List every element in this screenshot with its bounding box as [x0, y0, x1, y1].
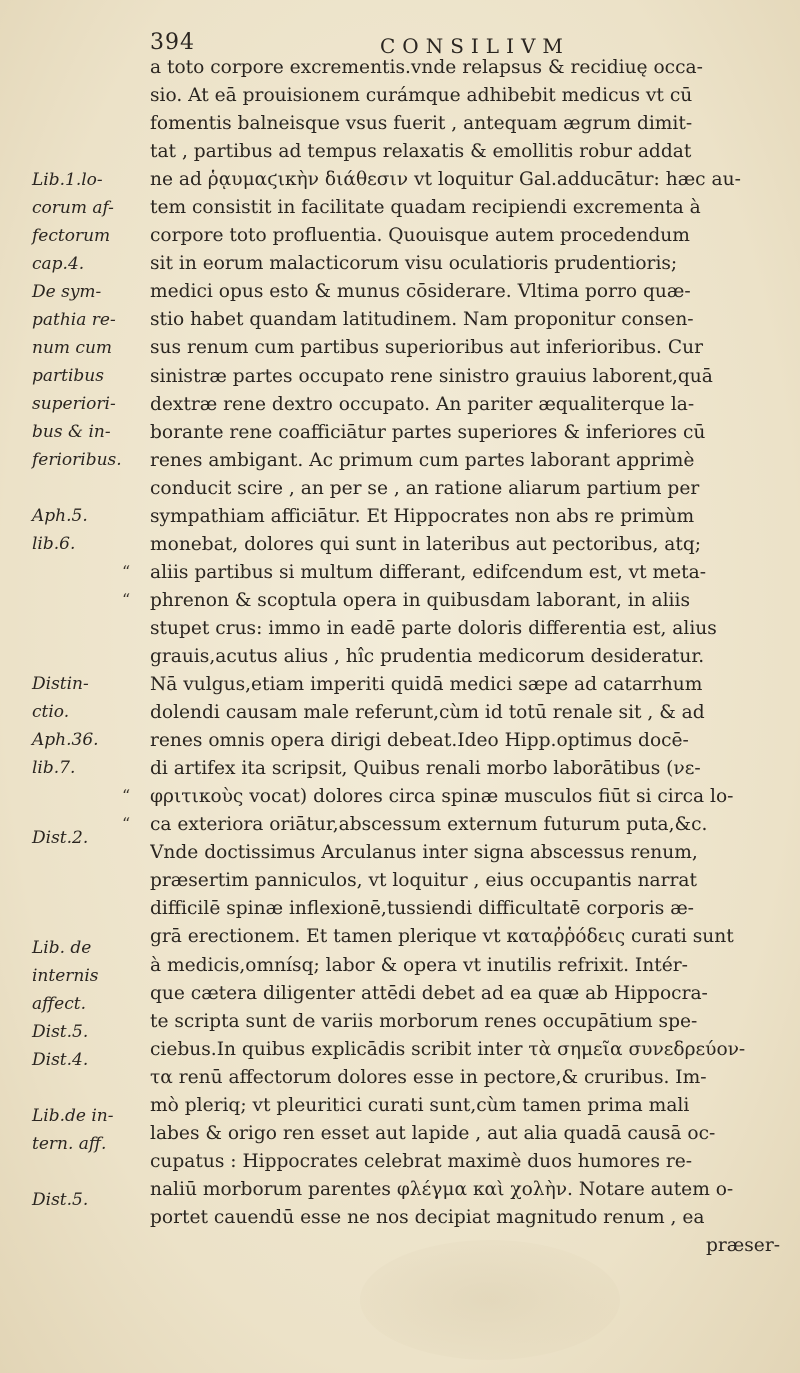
text-line: stio habet quandam latitudinem. Nam proponitur consen- — [150, 309, 694, 331]
margin-note: corum af- — [32, 198, 114, 218]
page-number: 394 — [150, 30, 195, 55]
text-line: labes & origo ren esset aut lapide , aut alia quadā causā oc- — [150, 1122, 716, 1144]
text-line: di artifex ita scripsit, Quibus renali morbo laborātibus (νε- — [150, 758, 701, 780]
margin-note: Distin- — [32, 674, 89, 694]
text-line: tem consistit in facilitate quadam recipiendi excrementa à — [150, 197, 701, 219]
text-line: Vnde doctissimus Arculanus inter signa abscessus renum, — [150, 842, 698, 864]
margin-note: fectorum — [32, 226, 111, 246]
text-line: tat , partibus ad tempus relaxatis & emollitis robur addat — [150, 141, 692, 163]
margin-note: ferioribus. — [32, 450, 122, 470]
text-line: cupatus : Hippocrates celebrat maximè duos humores re- — [150, 1150, 693, 1172]
margin-note: pathia re- — [32, 310, 116, 330]
running-head: CONSILIVM — [380, 34, 570, 58]
margin-note: bus & in- — [32, 422, 111, 442]
text-line: sio. At eā prouisionem curámque adhibebit medicus vt cū — [150, 85, 693, 107]
margin-note: Dist.4. — [32, 1050, 89, 1070]
margin-note: Lib.1.lo- — [32, 170, 103, 190]
margin-note: internis — [32, 966, 99, 986]
margin-note: tern. aff. — [32, 1134, 107, 1154]
text-line: ca exteriora oriātur,abscessum externum futurum puta,&c. — [150, 814, 708, 836]
page-header — [0, 14, 800, 58]
margin-note: lib.7. — [32, 758, 76, 778]
margin-note: Dist.5. — [32, 1022, 89, 1042]
body-text — [150, 54, 790, 1260]
margin-note: Aph.5. — [32, 506, 88, 526]
text-line: sinistræ partes occupato rene sinistro grauius laborent,quā — [150, 365, 713, 387]
text-line: monebat, dolores qui sunt in lateribus aut pectoribus, atq; — [150, 533, 702, 555]
text-line: ciebus.In quibus explicādis scribit inter τὰ σημεῖα συνεδρεύον- — [150, 1038, 746, 1060]
quote-mark: “ — [122, 562, 131, 581]
margin-note: Lib. de — [32, 938, 92, 958]
text-line: grā erectionem. Et tamen plerique vt καταῤῥόδεις curati sunt — [150, 926, 734, 948]
text-line: que cætera diligenter attēdi debet ad ea quæ ab Hippocra- — [150, 982, 708, 1004]
text-line: ne ad ῥᾳυμαϛικὴν διάθεσιν vt loquitur Gal.adducātur: hæc au- — [150, 169, 741, 191]
margin-note: num cum — [32, 338, 113, 358]
text-line: sus renum cum partibus superioribus aut inferioribus. Cur — [150, 337, 703, 359]
text-line: dextræ rene dextro occupato. An pariter æqualiterque la- — [150, 393, 695, 415]
paper-stain — [360, 1240, 620, 1360]
margin-note: Lib.de in- — [32, 1106, 114, 1126]
text-line: φριτικοὺς vocat) dolores circa spinæ musculos fiūt si circa lo- — [150, 786, 734, 808]
text-line: corpore toto profluentia. Quouisque autem procedendum — [150, 225, 690, 247]
text-line: borante rene coafficiātur partes superiores & inferiores cū — [150, 421, 706, 443]
margin-note: cap.4. — [32, 254, 85, 274]
text-line: mò pleriq; vt pleuritici curati sunt,cùm tamen prima mali — [150, 1094, 690, 1116]
margin-note: De sym- — [32, 282, 102, 302]
catchword: præser- — [706, 1234, 780, 1256]
text-line: Nā vulgus,etiam imperiti quidā medici sæpe ad catarrhum — [150, 674, 703, 696]
margin-note: partibus — [32, 366, 104, 386]
text-line: phrenon & scoptula opera in quibusdam laborant, in aliis — [150, 589, 690, 611]
text-line: præsertim panniculos, vt loquitur , eius occupantis narrat — [150, 870, 697, 892]
text-line: grauis,acutus alius , hîc prudentia medicorum desideratur. — [150, 645, 705, 667]
text-line: aliis partibus si multum differant, edifcendum est, vt meta- — [150, 561, 706, 583]
text-line: sympathiam afficiātur. Et Hippocrates non abs re primùm — [150, 505, 695, 527]
text-line: sit in eorum malacticorum visu oculatioris prudentioris; — [150, 253, 678, 275]
text-line: naliū morborum parentes φλέγμα καὶ χολὴν. Notare autem o- — [150, 1178, 734, 1200]
text-line: τα renū affectorum dolores esse in pectore,& cruribus. Im- — [150, 1066, 707, 1088]
text-line: renes omnis opera dirigi debeat.Ideo Hipp.optimus docē- — [150, 730, 689, 752]
margin-note: superiori- — [32, 394, 116, 414]
text-line: difficilē spinæ inflexionē,tussiendi difficultatē corporis æ- — [150, 898, 694, 920]
margin-note: affect. — [32, 994, 86, 1014]
text-line: portet cauendū esse ne nos decipiat magnitudo renum , ea — [150, 1206, 705, 1228]
text-line: à medicis,omnísq; labor & opera vt inutilis refrixit. Intér- — [150, 954, 688, 976]
margin-notes — [0, 54, 148, 1354]
text-line: dolendi causam male referunt,cùm id totū renale sit , & ad — [150, 702, 705, 724]
margin-note: Dist.2. — [32, 828, 89, 848]
text-line: te scripta sunt de variis morborum renes occupātium spe- — [150, 1010, 698, 1032]
text-line: fomentis balneisque vsus fuerit , antequam ægrum dimit- — [150, 113, 693, 135]
quote-mark: “ — [122, 814, 131, 833]
text-line: renes ambigant. Ac primum cum partes laborant apprimè — [150, 449, 695, 471]
quote-mark: “ — [122, 590, 131, 609]
text-line: a toto corpore excrementis.vnde relapsus & recidiuę occa- — [150, 57, 703, 78]
text-line: medici opus esto & munus cōsiderare. Vltima porro quæ- — [150, 281, 691, 303]
margin-note: lib.6. — [32, 534, 76, 554]
margin-note: ctio. — [32, 702, 70, 722]
margin-note: Aph.36. — [32, 730, 99, 750]
margin-note: Dist.5. — [32, 1190, 89, 1210]
text-line: conducit scire , an per se , an ratione aliarum partium per — [150, 477, 700, 499]
text-line: stupet crus: immo in eadē parte doloris differentia est, alius — [150, 617, 717, 639]
quote-mark: “ — [122, 786, 131, 805]
